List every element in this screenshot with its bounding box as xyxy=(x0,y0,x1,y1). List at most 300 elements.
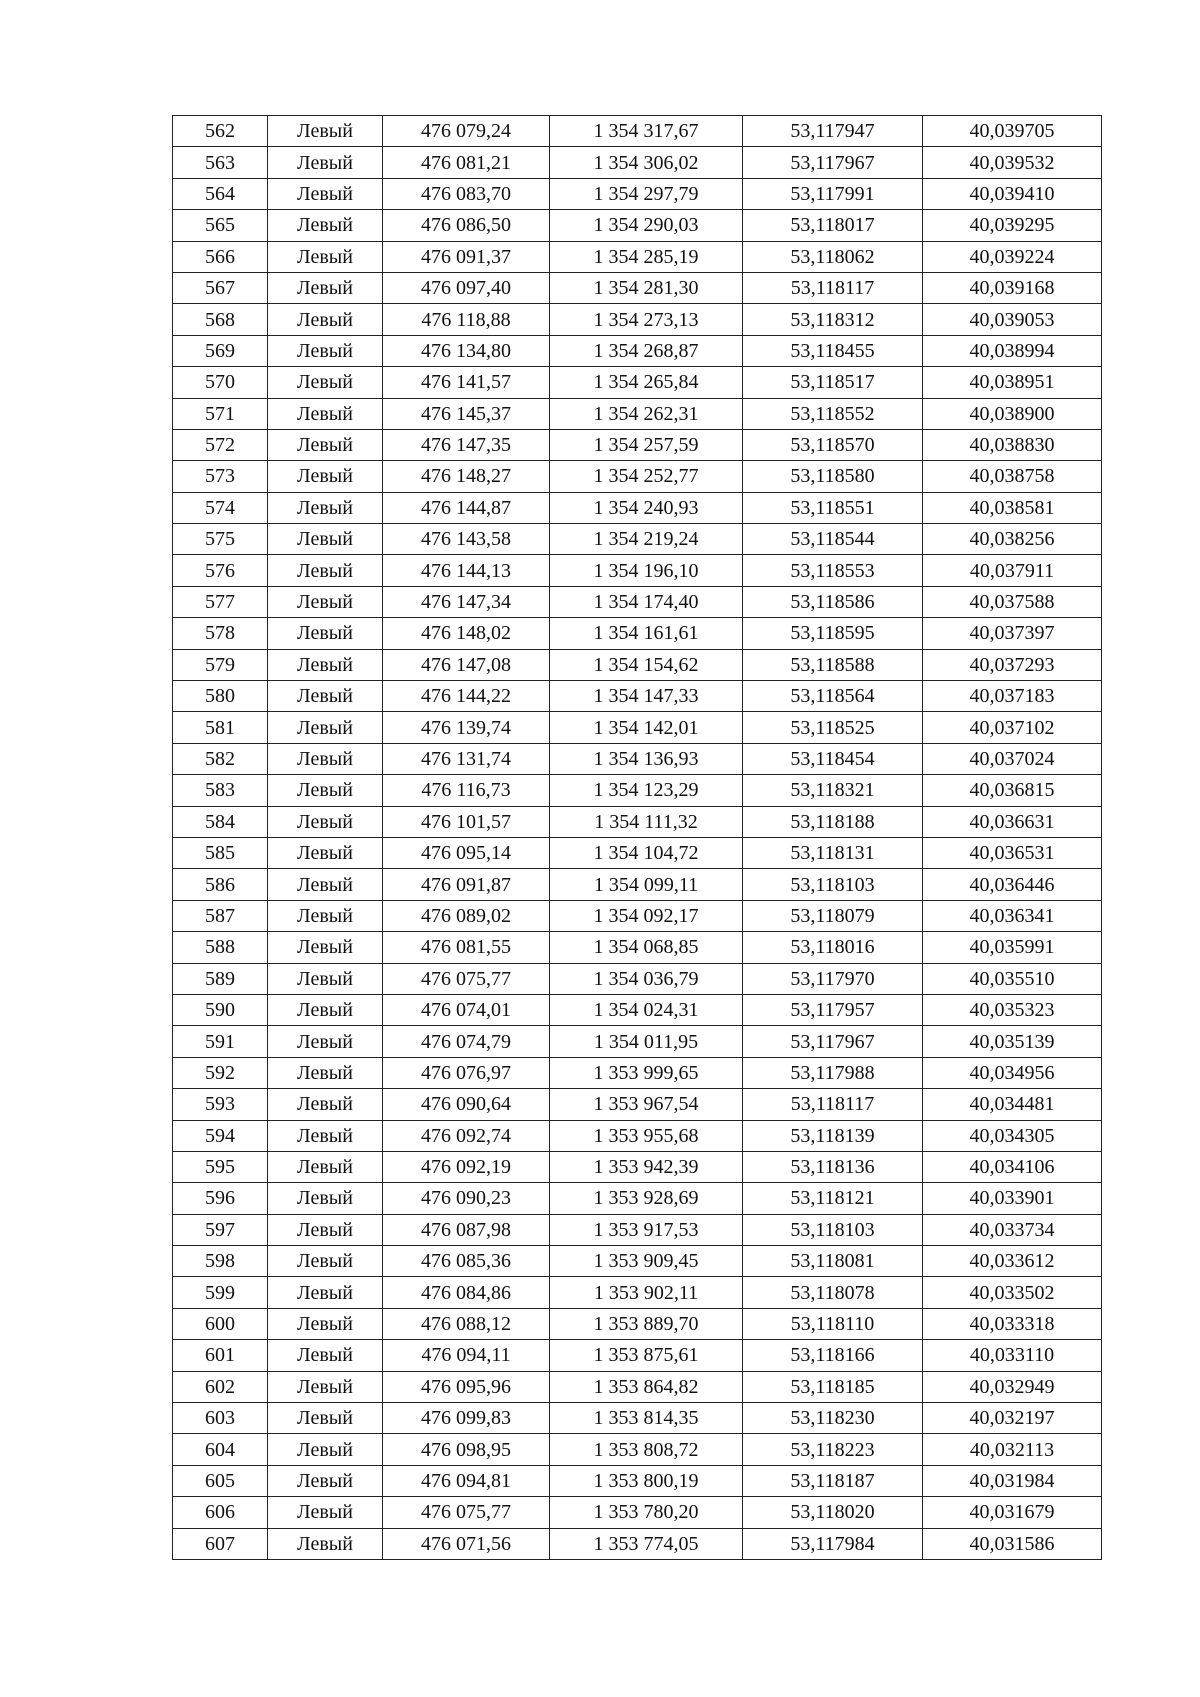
y-coordinate-cell: 1 354 154,62 xyxy=(550,649,743,680)
longitude-cell: 40,035139 xyxy=(923,1026,1102,1057)
longitude-cell: 40,038951 xyxy=(923,367,1102,398)
side-cell: Левый xyxy=(268,304,383,335)
table-row xyxy=(173,272,1102,303)
side-cell: Левый xyxy=(268,743,383,774)
y-coordinate-cell: 1 353 875,61 xyxy=(550,1340,743,1371)
table-row xyxy=(173,178,1102,209)
x-coordinate-cell: 476 091,37 xyxy=(383,241,550,272)
longitude-cell: 40,032113 xyxy=(923,1434,1102,1465)
y-coordinate-cell: 1 354 099,11 xyxy=(550,869,743,900)
x-coordinate-cell: 476 098,95 xyxy=(383,1434,550,1465)
x-coordinate-cell: 476 116,73 xyxy=(383,775,550,806)
y-coordinate-cell: 1 354 161,61 xyxy=(550,618,743,649)
point-number-cell: 596 xyxy=(173,1183,268,1214)
side-cell: Левый xyxy=(268,429,383,460)
point-number-cell: 587 xyxy=(173,900,268,931)
latitude-cell: 53,118580 xyxy=(743,461,923,492)
x-coordinate-cell: 476 097,40 xyxy=(383,272,550,303)
x-coordinate-cell: 476 083,70 xyxy=(383,178,550,209)
y-coordinate-cell: 1 354 024,31 xyxy=(550,994,743,1025)
x-coordinate-cell: 476 147,35 xyxy=(383,429,550,460)
longitude-cell: 40,038994 xyxy=(923,335,1102,366)
y-coordinate-cell: 1 354 268,87 xyxy=(550,335,743,366)
y-coordinate-cell: 1 354 297,79 xyxy=(550,178,743,209)
y-coordinate-cell: 1 354 257,59 xyxy=(550,429,743,460)
side-cell: Левый xyxy=(268,1465,383,1496)
latitude-cell: 53,118103 xyxy=(743,869,923,900)
longitude-cell: 40,037911 xyxy=(923,555,1102,586)
latitude-cell: 53,118117 xyxy=(743,272,923,303)
y-coordinate-cell: 1 354 240,93 xyxy=(550,492,743,523)
point-number-cell: 576 xyxy=(173,555,268,586)
side-cell: Левый xyxy=(268,1308,383,1339)
y-coordinate-cell: 1 354 136,93 xyxy=(550,743,743,774)
latitude-cell: 53,118544 xyxy=(743,524,923,555)
longitude-cell: 40,039705 xyxy=(923,116,1102,147)
point-number-cell: 599 xyxy=(173,1277,268,1308)
side-cell: Левый xyxy=(268,1497,383,1528)
longitude-cell: 40,039053 xyxy=(923,304,1102,335)
y-coordinate-cell: 1 354 011,95 xyxy=(550,1026,743,1057)
point-number-cell: 602 xyxy=(173,1371,268,1402)
side-cell: Левый xyxy=(268,1026,383,1057)
point-number-cell: 603 xyxy=(173,1403,268,1434)
latitude-cell: 53,118079 xyxy=(743,900,923,931)
side-cell: Левый xyxy=(268,618,383,649)
x-coordinate-cell: 476 131,74 xyxy=(383,743,550,774)
longitude-cell: 40,032949 xyxy=(923,1371,1102,1402)
table-row xyxy=(173,1528,1102,1559)
point-number-cell: 585 xyxy=(173,837,268,868)
latitude-cell: 53,118131 xyxy=(743,837,923,868)
side-cell: Левый xyxy=(268,1246,383,1277)
y-coordinate-cell: 1 353 780,20 xyxy=(550,1497,743,1528)
side-cell: Левый xyxy=(268,524,383,555)
longitude-cell: 40,033612 xyxy=(923,1246,1102,1277)
point-number-cell: 604 xyxy=(173,1434,268,1465)
longitude-cell: 40,035991 xyxy=(923,932,1102,963)
longitude-cell: 40,038900 xyxy=(923,398,1102,429)
side-cell: Левый xyxy=(268,116,383,147)
latitude-cell: 53,118062 xyxy=(743,241,923,272)
y-coordinate-cell: 1 353 902,11 xyxy=(550,1277,743,1308)
table-row xyxy=(173,1308,1102,1339)
latitude-cell: 53,118525 xyxy=(743,712,923,743)
x-coordinate-cell: 476 145,37 xyxy=(383,398,550,429)
table-row xyxy=(173,586,1102,617)
point-number-cell: 571 xyxy=(173,398,268,429)
latitude-cell: 53,117957 xyxy=(743,994,923,1025)
longitude-cell: 40,039410 xyxy=(923,178,1102,209)
longitude-cell: 40,035323 xyxy=(923,994,1102,1025)
table-row xyxy=(173,900,1102,931)
x-coordinate-cell: 476 118,88 xyxy=(383,304,550,335)
table-row xyxy=(173,524,1102,555)
x-coordinate-cell: 476 092,74 xyxy=(383,1120,550,1151)
x-coordinate-cell: 476 086,50 xyxy=(383,210,550,241)
latitude-cell: 53,118185 xyxy=(743,1371,923,1402)
side-cell: Левый xyxy=(268,837,383,868)
y-coordinate-cell: 1 354 285,19 xyxy=(550,241,743,272)
longitude-cell: 40,033734 xyxy=(923,1214,1102,1245)
y-coordinate-cell: 1 354 252,77 xyxy=(550,461,743,492)
point-number-cell: 592 xyxy=(173,1057,268,1088)
latitude-cell: 53,118139 xyxy=(743,1120,923,1151)
side-cell: Левый xyxy=(268,1183,383,1214)
table-row xyxy=(173,1214,1102,1245)
latitude-cell: 53,118110 xyxy=(743,1308,923,1339)
x-coordinate-cell: 476 139,74 xyxy=(383,712,550,743)
table-row xyxy=(173,775,1102,806)
longitude-cell: 40,037293 xyxy=(923,649,1102,680)
x-coordinate-cell: 476 076,97 xyxy=(383,1057,550,1088)
table-row xyxy=(173,1371,1102,1402)
side-cell: Левый xyxy=(268,1403,383,1434)
point-number-cell: 594 xyxy=(173,1120,268,1151)
longitude-cell: 40,034106 xyxy=(923,1151,1102,1182)
y-coordinate-cell: 1 353 928,69 xyxy=(550,1183,743,1214)
y-coordinate-cell: 1 353 917,53 xyxy=(550,1214,743,1245)
side-cell: Левый xyxy=(268,367,383,398)
latitude-cell: 53,118586 xyxy=(743,586,923,617)
latitude-cell: 53,118016 xyxy=(743,932,923,963)
point-number-cell: 606 xyxy=(173,1497,268,1528)
point-number-cell: 563 xyxy=(173,147,268,178)
y-coordinate-cell: 1 354 281,30 xyxy=(550,272,743,303)
table-row xyxy=(173,681,1102,712)
x-coordinate-cell: 476 144,13 xyxy=(383,555,550,586)
x-coordinate-cell: 476 095,96 xyxy=(383,1371,550,1402)
side-cell: Левый xyxy=(268,649,383,680)
table-row xyxy=(173,1465,1102,1496)
table-row xyxy=(173,1434,1102,1465)
table-row xyxy=(173,147,1102,178)
x-coordinate-cell: 476 144,87 xyxy=(383,492,550,523)
point-number-cell: 575 xyxy=(173,524,268,555)
latitude-cell: 53,118136 xyxy=(743,1151,923,1182)
point-number-cell: 572 xyxy=(173,429,268,460)
y-coordinate-cell: 1 354 290,03 xyxy=(550,210,743,241)
y-coordinate-cell: 1 354 306,02 xyxy=(550,147,743,178)
longitude-cell: 40,032197 xyxy=(923,1403,1102,1434)
side-cell: Левый xyxy=(268,1528,383,1559)
x-coordinate-cell: 476 091,87 xyxy=(383,869,550,900)
longitude-cell: 40,039295 xyxy=(923,210,1102,241)
latitude-cell: 53,118187 xyxy=(743,1465,923,1496)
y-coordinate-cell: 1 354 036,79 xyxy=(550,963,743,994)
longitude-cell: 40,034481 xyxy=(923,1089,1102,1120)
x-coordinate-cell: 476 147,08 xyxy=(383,649,550,680)
latitude-cell: 53,118020 xyxy=(743,1497,923,1528)
point-number-cell: 600 xyxy=(173,1308,268,1339)
longitude-cell: 40,036631 xyxy=(923,806,1102,837)
latitude-cell: 53,118188 xyxy=(743,806,923,837)
y-coordinate-cell: 1 354 219,24 xyxy=(550,524,743,555)
longitude-cell: 40,037183 xyxy=(923,681,1102,712)
point-number-cell: 574 xyxy=(173,492,268,523)
point-number-cell: 565 xyxy=(173,210,268,241)
point-number-cell: 588 xyxy=(173,932,268,963)
table-row xyxy=(173,1026,1102,1057)
y-coordinate-cell: 1 354 174,40 xyxy=(550,586,743,617)
side-cell: Левый xyxy=(268,900,383,931)
table-row xyxy=(173,837,1102,868)
side-cell: Левый xyxy=(268,178,383,209)
longitude-cell: 40,038758 xyxy=(923,461,1102,492)
x-coordinate-cell: 476 081,55 xyxy=(383,932,550,963)
x-coordinate-cell: 476 084,86 xyxy=(383,1277,550,1308)
table-row xyxy=(173,806,1102,837)
longitude-cell: 40,039224 xyxy=(923,241,1102,272)
table-row xyxy=(173,869,1102,900)
point-number-cell: 569 xyxy=(173,335,268,366)
latitude-cell: 53,117991 xyxy=(743,178,923,209)
side-cell: Левый xyxy=(268,806,383,837)
point-number-cell: 593 xyxy=(173,1089,268,1120)
y-coordinate-cell: 1 353 909,45 xyxy=(550,1246,743,1277)
latitude-cell: 53,117988 xyxy=(743,1057,923,1088)
table-row xyxy=(173,963,1102,994)
y-coordinate-cell: 1 353 967,54 xyxy=(550,1089,743,1120)
y-coordinate-cell: 1 354 104,72 xyxy=(550,837,743,868)
x-coordinate-cell: 476 092,19 xyxy=(383,1151,550,1182)
point-number-cell: 581 xyxy=(173,712,268,743)
longitude-cell: 40,031984 xyxy=(923,1465,1102,1496)
side-cell: Левый xyxy=(268,994,383,1025)
latitude-cell: 53,118595 xyxy=(743,618,923,649)
y-coordinate-cell: 1 353 942,39 xyxy=(550,1151,743,1182)
table-row xyxy=(173,555,1102,586)
y-coordinate-cell: 1 354 142,01 xyxy=(550,712,743,743)
y-coordinate-cell: 1 353 800,19 xyxy=(550,1465,743,1496)
x-coordinate-cell: 476 099,83 xyxy=(383,1403,550,1434)
longitude-cell: 40,034956 xyxy=(923,1057,1102,1088)
longitude-cell: 40,037024 xyxy=(923,743,1102,774)
side-cell: Левый xyxy=(268,461,383,492)
x-coordinate-cell: 476 141,57 xyxy=(383,367,550,398)
table-row xyxy=(173,1057,1102,1088)
latitude-cell: 53,118570 xyxy=(743,429,923,460)
x-coordinate-cell: 476 088,12 xyxy=(383,1308,550,1339)
table-row xyxy=(173,1183,1102,1214)
latitude-cell: 53,118081 xyxy=(743,1246,923,1277)
point-number-cell: 598 xyxy=(173,1246,268,1277)
longitude-cell: 40,039532 xyxy=(923,147,1102,178)
y-coordinate-cell: 1 354 273,13 xyxy=(550,304,743,335)
latitude-cell: 53,118078 xyxy=(743,1277,923,1308)
side-cell: Левый xyxy=(268,1434,383,1465)
x-coordinate-cell: 476 144,22 xyxy=(383,681,550,712)
table-row xyxy=(173,1120,1102,1151)
point-number-cell: 578 xyxy=(173,618,268,649)
longitude-cell: 40,036815 xyxy=(923,775,1102,806)
x-coordinate-cell: 476 074,79 xyxy=(383,1026,550,1057)
side-cell: Левый xyxy=(268,210,383,241)
side-cell: Левый xyxy=(268,1214,383,1245)
longitude-cell: 40,033318 xyxy=(923,1308,1102,1339)
latitude-cell: 53,118117 xyxy=(743,1089,923,1120)
table-row xyxy=(173,210,1102,241)
table-row xyxy=(173,994,1102,1025)
side-cell: Левый xyxy=(268,492,383,523)
latitude-cell: 53,118223 xyxy=(743,1434,923,1465)
latitude-cell: 53,118454 xyxy=(743,743,923,774)
x-coordinate-cell: 476 094,11 xyxy=(383,1340,550,1371)
x-coordinate-cell: 476 095,14 xyxy=(383,837,550,868)
point-number-cell: 601 xyxy=(173,1340,268,1371)
table-row xyxy=(173,1340,1102,1371)
side-cell: Левый xyxy=(268,775,383,806)
side-cell: Левый xyxy=(268,586,383,617)
side-cell: Левый xyxy=(268,1089,383,1120)
y-coordinate-cell: 1 354 265,84 xyxy=(550,367,743,398)
coordinates-table-body xyxy=(173,116,1102,1560)
x-coordinate-cell: 476 087,98 xyxy=(383,1214,550,1245)
x-coordinate-cell: 476 148,02 xyxy=(383,618,550,649)
point-number-cell: 584 xyxy=(173,806,268,837)
longitude-cell: 40,038830 xyxy=(923,429,1102,460)
table-row xyxy=(173,932,1102,963)
y-coordinate-cell: 1 353 889,70 xyxy=(550,1308,743,1339)
longitude-cell: 40,037588 xyxy=(923,586,1102,617)
table-row xyxy=(173,398,1102,429)
longitude-cell: 40,038256 xyxy=(923,524,1102,555)
table-row xyxy=(173,429,1102,460)
longitude-cell: 40,035510 xyxy=(923,963,1102,994)
table-row xyxy=(173,1246,1102,1277)
latitude-cell: 53,118455 xyxy=(743,335,923,366)
latitude-cell: 53,117970 xyxy=(743,963,923,994)
side-cell: Левый xyxy=(268,932,383,963)
latitude-cell: 53,118121 xyxy=(743,1183,923,1214)
point-number-cell: 589 xyxy=(173,963,268,994)
point-number-cell: 597 xyxy=(173,1214,268,1245)
x-coordinate-cell: 476 074,01 xyxy=(383,994,550,1025)
latitude-cell: 53,118166 xyxy=(743,1340,923,1371)
side-cell: Левый xyxy=(268,1120,383,1151)
point-number-cell: 567 xyxy=(173,272,268,303)
latitude-cell: 53,118312 xyxy=(743,304,923,335)
x-coordinate-cell: 476 089,02 xyxy=(383,900,550,931)
latitude-cell: 53,118517 xyxy=(743,367,923,398)
y-coordinate-cell: 1 353 808,72 xyxy=(550,1434,743,1465)
longitude-cell: 40,036341 xyxy=(923,900,1102,931)
latitude-cell: 53,118017 xyxy=(743,210,923,241)
point-number-cell: 579 xyxy=(173,649,268,680)
longitude-cell: 40,039168 xyxy=(923,272,1102,303)
point-number-cell: 607 xyxy=(173,1528,268,1559)
longitude-cell: 40,037397 xyxy=(923,618,1102,649)
table-row xyxy=(173,367,1102,398)
side-cell: Левый xyxy=(268,272,383,303)
latitude-cell: 53,118103 xyxy=(743,1214,923,1245)
y-coordinate-cell: 1 353 774,05 xyxy=(550,1528,743,1559)
longitude-cell: 40,033502 xyxy=(923,1277,1102,1308)
x-coordinate-cell: 476 094,81 xyxy=(383,1465,550,1496)
x-coordinate-cell: 476 090,23 xyxy=(383,1183,550,1214)
y-coordinate-cell: 1 354 317,67 xyxy=(550,116,743,147)
x-coordinate-cell: 476 148,27 xyxy=(383,461,550,492)
point-number-cell: 562 xyxy=(173,116,268,147)
table-row xyxy=(173,304,1102,335)
table-row xyxy=(173,1151,1102,1182)
table-row xyxy=(173,1277,1102,1308)
side-cell: Левый xyxy=(268,869,383,900)
side-cell: Левый xyxy=(268,147,383,178)
side-cell: Левый xyxy=(268,241,383,272)
latitude-cell: 53,118230 xyxy=(743,1403,923,1434)
y-coordinate-cell: 1 354 068,85 xyxy=(550,932,743,963)
side-cell: Левый xyxy=(268,963,383,994)
y-coordinate-cell: 1 354 092,17 xyxy=(550,900,743,931)
table-row xyxy=(173,712,1102,743)
latitude-cell: 53,118551 xyxy=(743,492,923,523)
latitude-cell: 53,118553 xyxy=(743,555,923,586)
table-row xyxy=(173,492,1102,523)
table-row xyxy=(173,743,1102,774)
y-coordinate-cell: 1 354 111,32 xyxy=(550,806,743,837)
point-number-cell: 573 xyxy=(173,461,268,492)
table-row xyxy=(173,1089,1102,1120)
side-cell: Левый xyxy=(268,1277,383,1308)
side-cell: Левый xyxy=(268,335,383,366)
y-coordinate-cell: 1 353 814,35 xyxy=(550,1403,743,1434)
longitude-cell: 40,033901 xyxy=(923,1183,1102,1214)
point-number-cell: 566 xyxy=(173,241,268,272)
y-coordinate-cell: 1 354 123,29 xyxy=(550,775,743,806)
x-coordinate-cell: 476 147,34 xyxy=(383,586,550,617)
y-coordinate-cell: 1 353 955,68 xyxy=(550,1120,743,1151)
latitude-cell: 53,117967 xyxy=(743,1026,923,1057)
point-number-cell: 590 xyxy=(173,994,268,1025)
table-row xyxy=(173,116,1102,147)
point-number-cell: 570 xyxy=(173,367,268,398)
longitude-cell: 40,031586 xyxy=(923,1528,1102,1559)
y-coordinate-cell: 1 354 147,33 xyxy=(550,681,743,712)
latitude-cell: 53,118552 xyxy=(743,398,923,429)
latitude-cell: 53,118564 xyxy=(743,681,923,712)
x-coordinate-cell: 476 075,77 xyxy=(383,1497,550,1528)
x-coordinate-cell: 476 071,56 xyxy=(383,1528,550,1559)
side-cell: Левый xyxy=(268,398,383,429)
side-cell: Левый xyxy=(268,555,383,586)
longitude-cell: 40,036446 xyxy=(923,869,1102,900)
latitude-cell: 53,118321 xyxy=(743,775,923,806)
longitude-cell: 40,033110 xyxy=(923,1340,1102,1371)
longitude-cell: 40,031679 xyxy=(923,1497,1102,1528)
point-number-cell: 577 xyxy=(173,586,268,617)
x-coordinate-cell: 476 085,36 xyxy=(383,1246,550,1277)
latitude-cell: 53,118588 xyxy=(743,649,923,680)
side-cell: Левый xyxy=(268,712,383,743)
x-coordinate-cell: 476 143,58 xyxy=(383,524,550,555)
side-cell: Левый xyxy=(268,1340,383,1371)
side-cell: Левый xyxy=(268,681,383,712)
table-row xyxy=(173,1497,1102,1528)
latitude-cell: 53,117967 xyxy=(743,147,923,178)
table-row xyxy=(173,618,1102,649)
table-row xyxy=(173,241,1102,272)
x-coordinate-cell: 476 081,21 xyxy=(383,147,550,178)
point-number-cell: 564 xyxy=(173,178,268,209)
table-row xyxy=(173,335,1102,366)
y-coordinate-cell: 1 353 999,65 xyxy=(550,1057,743,1088)
x-coordinate-cell: 476 079,24 xyxy=(383,116,550,147)
side-cell: Левый xyxy=(268,1151,383,1182)
side-cell: Левый xyxy=(268,1371,383,1402)
table-row xyxy=(173,649,1102,680)
x-coordinate-cell: 476 134,80 xyxy=(383,335,550,366)
